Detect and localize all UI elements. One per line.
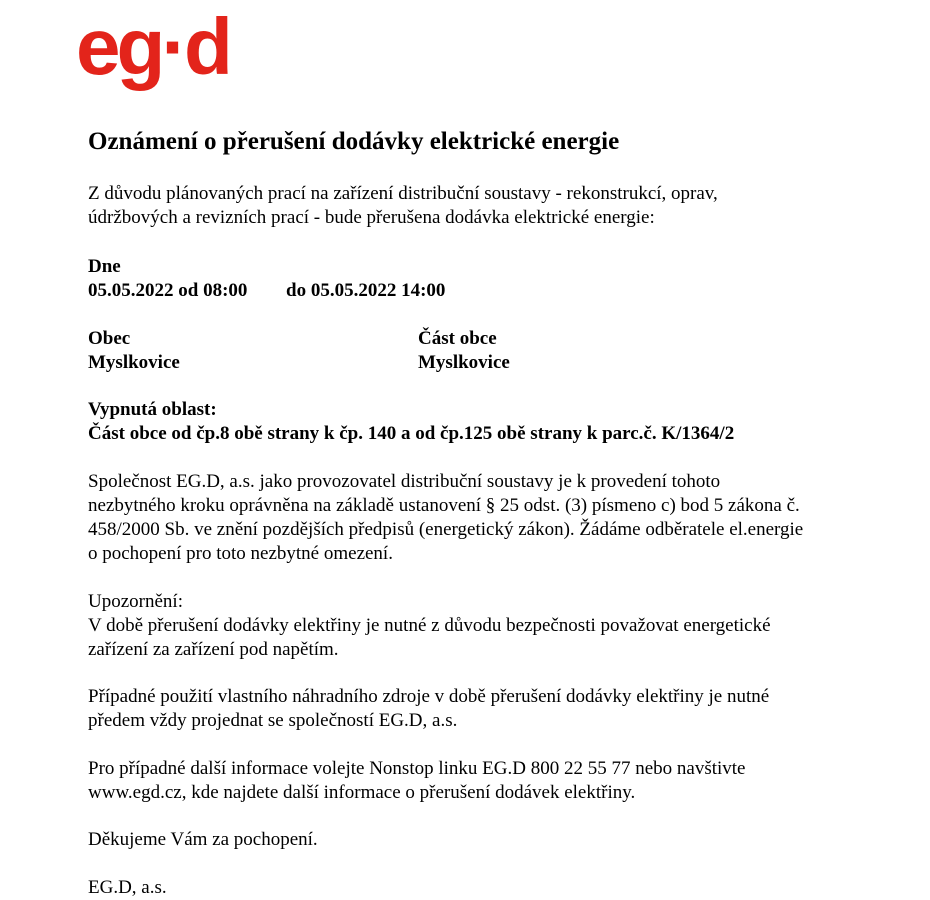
page-title: Oznámení o přerušení dodávky elektrické energie [88, 128, 620, 155]
municipality-label: Obec [88, 328, 131, 349]
district-label: Část obce [418, 328, 497, 349]
legal-line: 458/2000 Sb. ve znění pozdějších předpisů (energetický zákon). Žádáme odběratele el.energie [88, 519, 804, 540]
legal-line: nezbytného kroku oprávněna na základě ustanovení § 25 odst. (3) písmeno c) bod 5 zákona č. [88, 495, 800, 516]
legal-line: Společnost EG.D, a.s. jako provozovatel distribuční soustavy je k provedení tohoto [88, 471, 721, 492]
info-line: Pro případné další informace volejte Nonstop linku EG.D 800 22 55 77 nebo navštivte [88, 758, 746, 779]
egd-logo-graphic [76, 8, 266, 98]
signature: EG.D, a.s. [88, 877, 167, 898]
backup-line: Případné použití vlastního náhradního zdroje v době přerušení dodávky elektřiny je nutné [88, 686, 770, 707]
warning-label: Upozornění: [88, 591, 183, 612]
area-label: Vypnutá oblast: [88, 399, 217, 420]
date-to: do 05.05.2022 14:00 [286, 280, 446, 301]
backup-source-paragraph [88, 685, 868, 733]
legal-paragraph [88, 470, 868, 566]
info-paragraph [88, 757, 868, 805]
date-from: 05.05.2022 od 08:00 [88, 280, 248, 301]
intro-line: Z důvodu plánovaných prací na zařízení distribuční soustavy - rekonstrukcí, oprav, [88, 183, 718, 204]
date-label: Dne [88, 256, 121, 277]
intro-line: údržbových a revizních prací - bude přerušena dodávka elektrické energie: [88, 207, 655, 228]
legal-line: o pochopení pro toto nezbytné omezení. [88, 543, 393, 564]
info-line: www.egd.cz, kde najdete další informace o přerušení dodávek elektřiny. [88, 782, 636, 803]
backup-line: předem vždy projednat se společností EG.D, a.s. [88, 710, 458, 731]
intro-paragraph [88, 182, 868, 230]
warning-paragraph [88, 590, 868, 662]
area-value: Část obce od čp.8 obě strany k čp. 140 a od čp.125 obě strany k parc.č. K/1364/2 [88, 423, 735, 444]
district-value: Myslkovice [418, 352, 510, 373]
warning-line: V době přerušení dodávky elektřiny je nutné z důvodu bezpečnosti považovat energetické [88, 615, 771, 636]
municipality-value: Myslkovice [88, 352, 180, 373]
egd-logo-text: eg·d [76, 8, 229, 91]
thanks-text: Děkujeme Vám za pochopení. [88, 829, 318, 850]
warning-line: zařízení za zařízení pod napětím. [88, 639, 339, 660]
egd-logo [76, 8, 266, 98]
